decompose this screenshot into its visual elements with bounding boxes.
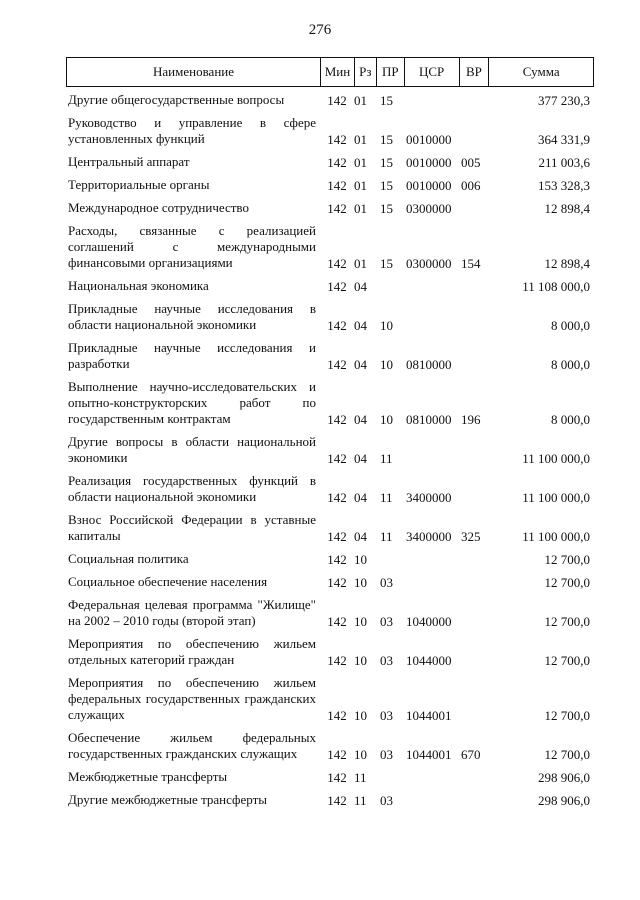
cell-rz: 04 (354, 529, 367, 544)
table-row (66, 730, 594, 762)
cell-name: Федеральная целевая программа "Жилище" на 2002 – 2010 годы (второй этап) (68, 597, 316, 628)
cell-min: 142 (327, 770, 347, 785)
cell-vr: 325 (461, 529, 481, 544)
cell-pr: 10 (380, 412, 393, 427)
cell-rz: 10 (354, 747, 367, 762)
cell-csr: 3400000 (406, 490, 452, 505)
cell-sum: 11 108 000,0 (522, 279, 590, 294)
table-row (66, 223, 594, 271)
cell-name: Реализация государственных функций в области национальной экономики (68, 473, 316, 504)
cell-sum: 12 898,4 (544, 201, 590, 216)
header-pr: ПР (376, 58, 404, 86)
cell-sum: 211 003,6 (538, 155, 590, 170)
cell-sum: 298 906,0 (538, 793, 590, 808)
cell-name: Международное сотрудничество (68, 200, 249, 215)
table-row (66, 434, 594, 466)
cell-min: 142 (327, 412, 347, 427)
cell-rz: 01 (354, 256, 367, 271)
cell-rz: 11 (354, 770, 367, 785)
cell-sum: 12 898,4 (544, 256, 590, 271)
cell-pr: 10 (380, 357, 393, 372)
cell-name: Межбюджетные трансферты (68, 769, 228, 784)
header-rz: Рз (354, 58, 376, 86)
table-row (66, 340, 594, 372)
cell-sum: 12 700,0 (544, 552, 590, 567)
table-row (66, 769, 594, 785)
cell-rz: 10 (354, 575, 367, 590)
cell-csr: 0010000 (406, 132, 452, 147)
cell-sum: 364 331,9 (538, 132, 590, 147)
cell-sum: 11 100 000,0 (522, 451, 590, 466)
cell-min: 142 (327, 318, 347, 333)
cell-name: Мероприятия по обеспечению жильем федеральных государственных гражданских служащих (68, 675, 316, 722)
cell-pr: 11 (380, 490, 393, 505)
table-row (66, 379, 594, 427)
table-row (66, 636, 594, 668)
cell-csr: 0810000 (406, 357, 452, 372)
cell-rz: 04 (354, 318, 367, 333)
cell-rz: 01 (354, 132, 367, 147)
table-row (66, 301, 594, 333)
cell-min: 142 (327, 529, 347, 544)
cell-pr: 03 (380, 614, 393, 629)
cell-min: 142 (327, 178, 347, 193)
cell-csr: 1044001 (406, 747, 452, 762)
cell-pr: 15 (380, 256, 393, 271)
cell-min: 142 (327, 575, 347, 590)
table-row (66, 278, 594, 294)
table-body (66, 92, 594, 815)
table-row (66, 115, 594, 147)
cell-rz: 10 (354, 614, 367, 629)
table-row (66, 597, 594, 629)
cell-pr: 03 (380, 653, 393, 668)
table-row (66, 154, 594, 170)
cell-pr: 15 (380, 132, 393, 147)
cell-pr: 03 (380, 708, 393, 723)
cell-sum: 12 700,0 (544, 747, 590, 762)
cell-pr: 15 (380, 93, 393, 108)
cell-min: 142 (327, 451, 347, 466)
cell-csr: 0300000 (406, 201, 452, 216)
cell-rz: 10 (354, 653, 367, 668)
cell-csr: 1040000 (406, 614, 452, 629)
cell-min: 142 (327, 132, 347, 147)
cell-name: Прикладные научные исследования в области национальной экономики (68, 301, 316, 332)
cell-min: 142 (327, 155, 347, 170)
cell-pr: 11 (380, 451, 393, 466)
cell-vr: 006 (461, 178, 481, 193)
cell-csr: 0810000 (406, 412, 452, 427)
cell-sum: 11 100 000,0 (522, 490, 590, 505)
cell-rz: 10 (354, 708, 367, 723)
cell-min: 142 (327, 490, 347, 505)
cell-name: Другие общегосударственные вопросы (68, 92, 285, 107)
cell-rz: 04 (354, 279, 367, 294)
cell-name: Расходы, связанные с реализацией соглашений с международными финансовыми организациями (68, 223, 316, 270)
cell-rz: 04 (354, 490, 367, 505)
cell-sum: 11 100 000,0 (522, 529, 590, 544)
cell-min: 142 (327, 653, 347, 668)
header-min: Мин (320, 58, 354, 86)
table-row (66, 92, 594, 108)
header-name: Наименование (153, 64, 235, 79)
cell-min: 142 (327, 793, 347, 808)
cell-sum: 377 230,3 (538, 93, 590, 108)
page-number: 276 (308, 22, 332, 38)
cell-name: Национальная экономика (68, 278, 209, 293)
cell-vr: 154 (461, 256, 481, 271)
cell-name: Другие межбюджетные трансферты (68, 792, 267, 807)
cell-name: Территориальные органы (68, 177, 210, 192)
cell-name: Руководство и управление в сфере установленных функций (68, 115, 316, 146)
cell-min: 142 (327, 201, 347, 216)
cell-sum: 12 700,0 (544, 575, 590, 590)
cell-rz: 01 (354, 178, 367, 193)
cell-name: Мероприятия по обеспечению жильем отдельных категорий граждан (68, 636, 316, 667)
cell-pr: 15 (380, 155, 393, 170)
cell-name: Выполнение научно-исследовательских и опытно-конструкторских работ по государственным контрактам (68, 379, 316, 426)
cell-vr: 670 (461, 747, 481, 762)
cell-csr: 0300000 (406, 256, 452, 271)
cell-min: 142 (327, 614, 347, 629)
cell-min: 142 (327, 279, 347, 294)
cell-name: Обеспечение жильем федеральных государственных гражданских служащих (68, 730, 316, 761)
table-row (66, 200, 594, 216)
table-row (66, 792, 594, 808)
cell-min: 142 (327, 93, 347, 108)
table-row (66, 551, 594, 567)
cell-sum: 8 000,0 (551, 357, 590, 372)
cell-sum: 12 700,0 (544, 614, 590, 629)
cell-sum: 153 328,3 (538, 178, 590, 193)
cell-name: Взнос Российской Федерации в уставные капиталы (68, 512, 316, 543)
cell-rz: 01 (354, 93, 367, 108)
cell-pr: 03 (380, 747, 393, 762)
cell-csr: 1044001 (406, 708, 452, 723)
cell-rz: 04 (354, 357, 367, 372)
cell-pr: 10 (380, 318, 393, 333)
cell-sum: 298 906,0 (538, 770, 590, 785)
cell-sum: 8 000,0 (551, 318, 590, 333)
cell-rz: 01 (354, 155, 367, 170)
cell-min: 142 (327, 357, 347, 372)
cell-name: Другие вопросы в области национальной экономики (68, 434, 316, 465)
cell-min: 142 (327, 708, 347, 723)
cell-name: Социальная политика (68, 551, 189, 566)
cell-rz: 10 (354, 552, 367, 567)
cell-pr: 03 (380, 575, 393, 590)
cell-sum: 12 700,0 (544, 708, 590, 723)
cell-rz: 11 (354, 793, 367, 808)
cell-vr: 005 (461, 155, 481, 170)
cell-csr: 1044000 (406, 653, 452, 668)
cell-csr: 0010000 (406, 178, 452, 193)
table-row (66, 675, 594, 723)
cell-name: Социальное обеспечение населения (68, 574, 268, 589)
cell-pr: 15 (380, 178, 393, 193)
table-row (66, 574, 594, 590)
table-header (66, 57, 594, 87)
cell-pr: 11 (380, 529, 393, 544)
cell-rz: 01 (354, 201, 367, 216)
cell-name: Прикладные научные исследования и разработки (68, 340, 316, 371)
cell-pr: 15 (380, 201, 393, 216)
header-sum: Сумма (488, 58, 593, 86)
cell-vr: 196 (461, 412, 481, 427)
cell-csr: 3400000 (406, 529, 452, 544)
cell-rz: 04 (354, 412, 367, 427)
cell-sum: 12 700,0 (544, 653, 590, 668)
table-row (66, 512, 594, 544)
cell-min: 142 (327, 256, 347, 271)
header-csr: ЦСР (404, 58, 459, 86)
cell-rz: 04 (354, 451, 367, 466)
table-row (66, 473, 594, 505)
cell-pr: 03 (380, 793, 393, 808)
cell-sum: 8 000,0 (551, 412, 590, 427)
cell-name: Центральный аппарат (68, 154, 190, 169)
table-row (66, 177, 594, 193)
cell-min: 142 (327, 552, 347, 567)
cell-min: 142 (327, 747, 347, 762)
cell-csr: 0010000 (406, 155, 452, 170)
header-vr: ВР (459, 58, 489, 86)
